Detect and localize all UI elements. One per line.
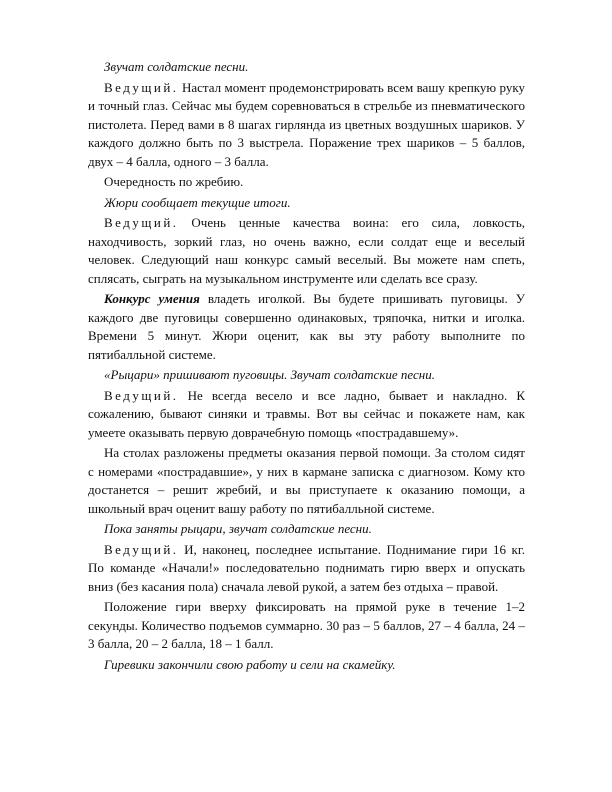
host-paragraph-kettlebell	[88, 541, 525, 597]
speaker-label: Ведущий.	[104, 215, 179, 230]
host-paragraph-qualities	[88, 214, 525, 288]
stage-direction-jury	[88, 194, 525, 213]
paragraph-text: Положение гири вверху фиксировать на прямой руке в течение 1–2 секунды. Количество подъемов суммарно. 30 раз – 5 баллов, 27 – 4 балла, 24 – 3 балла, 20 – 2 балла, 18 – 1 балл.	[88, 599, 525, 651]
host-paragraph-first-aid	[88, 387, 525, 443]
stage-direction-knights	[88, 366, 525, 385]
paragraph-tables	[88, 444, 525, 518]
speaker-label: Ведущий.	[104, 541, 179, 557]
stage-direction-text: Гиревики закончили свою работу и сели на скамейку.	[104, 656, 396, 672]
stage-direction-busy	[88, 520, 525, 539]
speaker-label: Ведущий.	[104, 79, 179, 95]
paragraph-text: владеть иголкой. Вы будете пришивать пуговицы. У каждого две пуговицы совершенно одинаковых, тряпочка, нитки и иголка. Времени 5 минут. Жюри оценит, как вы эту работу выполните по пятибалльной системе.	[88, 291, 525, 362]
paragraph-text: И, наконец, последнее испытание. Поднимание гири 16 кг. По команде «Начали!» последовательно поднимать гирю вверх и опускать вниз (без касания пола) сначала левой рукой, а затем без отдыха – правой.	[88, 541, 525, 594]
stage-direction-text: Звучат солдатские песни.	[104, 59, 249, 74]
paragraph-text: Очень ценные качества воина: его сила, ловкость, находчивость, зоркий глаз, но очень важно, если солдат еще и веселый человек. Следующий наш конкурс самый веселый. Вы можете нам спеть, сплясать, сыграть на музыкальном инструменте или сделать все сразу.	[88, 215, 525, 286]
paragraph-text: На столах разложены предметы оказания первой помощи. За столом сидят с номерами «пострадавшие», у них в кармане записка с диагнозом. Кому кто достанется – решит жребий, и вы приступаете к оказанию помощи, а школьный врач оценит вашу работу по пятибалльной системе.	[88, 445, 525, 516]
stage-direction-text: «Рыцари» пришивают пуговицы. Звучат солдатские песни.	[104, 367, 435, 382]
stage-direction-finish	[88, 656, 525, 675]
paragraph-text: Очередность по жребию.	[104, 174, 244, 189]
paragraph-order	[88, 173, 525, 192]
stage-direction-songs	[88, 58, 525, 77]
paragraph-scoring	[88, 598, 525, 654]
stage-direction-text: Пока заняты рыцари, звучат солдатские песни.	[104, 521, 372, 536]
contest-lead: Конкурс умения	[104, 291, 200, 306]
host-paragraph-shooting	[88, 79, 525, 172]
paragraph-text: Настал момент продемонстрировать всем вашу крепкую руку и точный глаз. Сейчас мы будем соревноваться в стрельбе из пневматического пистолета. Перед вами в 8 шагах гирлянда из цветных воздушных шариков. У каждого должно быть по 3 выстрела. Поражение трех шариков – 5 баллов, двух – 4 балла, одного – 3 балла.	[88, 79, 525, 169]
paragraph-sewing-contest	[88, 290, 525, 364]
paragraph-text: Не всегда весело и все ладно, бывает и накладно. К сожалению, бывают синяки и травмы. Вот вы сейчас и покажете нам, как умеете оказывать первую доврачебную помощь «пострадавшему».	[88, 387, 525, 440]
stage-direction-text: Жюри сообщает текущие итоги.	[104, 194, 291, 210]
document-page	[88, 58, 525, 676]
speaker-label: Ведущий.	[104, 387, 179, 403]
